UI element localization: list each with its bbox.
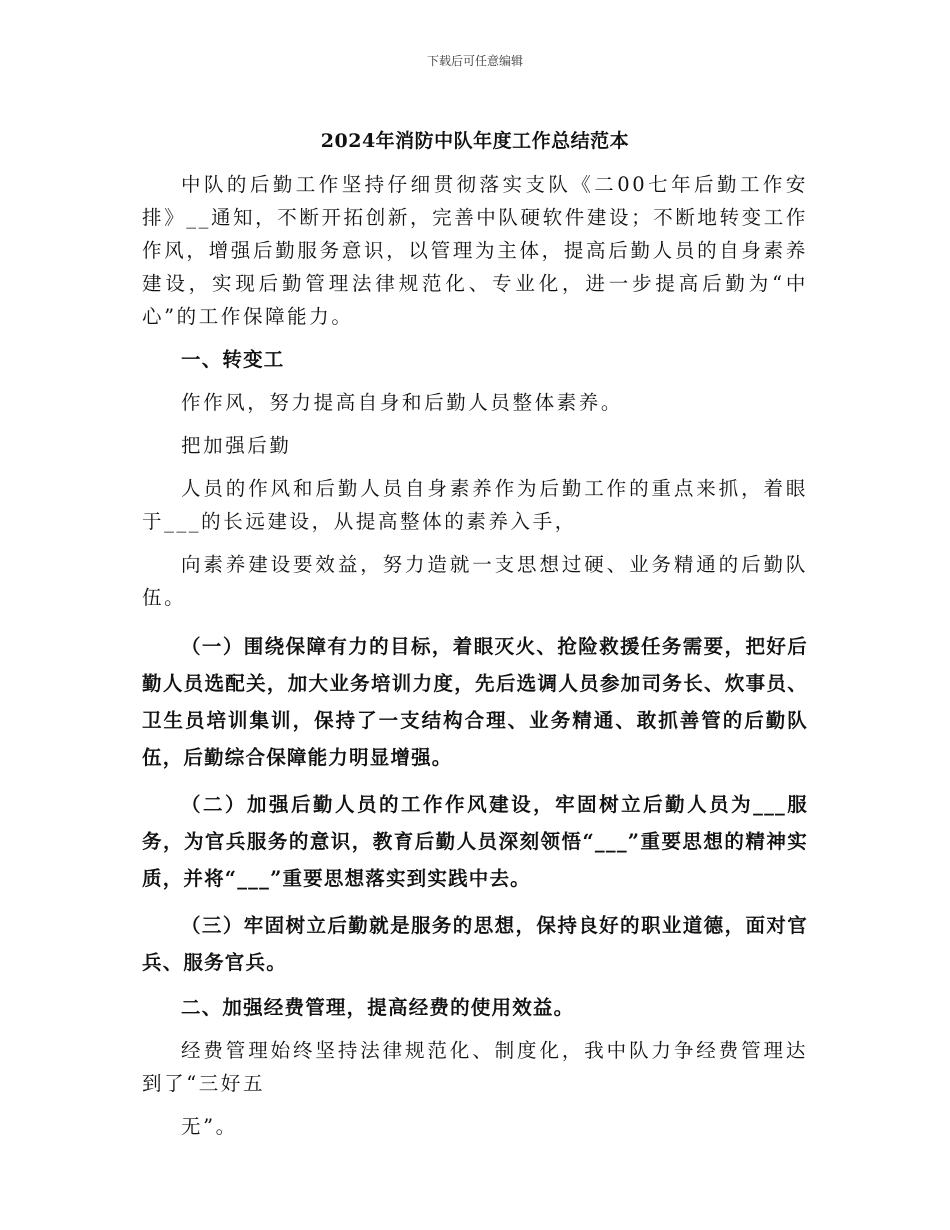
paragraph: 向素养建设要效益，努力造就一支思想过硬、业务精通的后勤队伍。 (142, 553, 808, 609)
subsection-3: （三）牢固树立后勤就是服务的思想，保持良好的职业道德，面对官兵、服务官兵。 (142, 914, 808, 974)
header-note: 下载后可任意编辑 (426, 54, 523, 68)
subsection-2: （二）加强后勤人员的工作作风建设，牢固树立后勤人员为___服务，为官兵服务的意识，教育后勤人员深刻领悟“___”重要思想的精神实质，并将“___”重要思想落实到实践中去。 (142, 793, 808, 890)
paragraph: 无”。 (181, 1115, 238, 1138)
paragraph: 人员的作风和后勤人员自身素养作为后勤工作的重点来抓，着眼于___的长远建设，从提高整体的素养入手， (142, 477, 808, 533)
document-title: 2024年消防中队年度工作总结范本 (320, 130, 630, 152)
paragraph: 作作风，努力提高自身和后勤人员整体素养。 (181, 391, 624, 414)
section-heading-1: 一、转变工 (181, 348, 285, 371)
paragraph: 经费管理始终坚持法律规范化、制度化，我中队力争经费管理达到了“三好五 (142, 1039, 808, 1095)
document-body (142, 168, 808, 1143)
paragraph-intro: 中队的后勤工作坚持仔细贯彻落实支队《二00七年后勤工作安排》__通知，不断开拓创新，完善中队硬软件建设；不断地转变工作作风，增强后勤服务意识，以管理为主体，提高后勤人员的自身素养建设，实现后勤管理法律规范化、专业化，进一步提高后勤为“中心”的工作保障能力。 (142, 173, 808, 328)
section-heading-2: 二、加强经费管理，提高经费的使用效益。 (181, 996, 575, 1019)
subsection-1: （一）围绕保障有力的目标，着眼灭火、抢险救援任务需要，把好后勤人员选配关，加大业务培训力度，先后选调人员参加司务长、炊事员、卫生员培训集训，保持了一支结构合理、业务精通、敢抓善管的后勤队伍，后勤综合保障能力明显增强。 (142, 635, 808, 769)
paragraph: 把加强后勤 (181, 434, 292, 457)
